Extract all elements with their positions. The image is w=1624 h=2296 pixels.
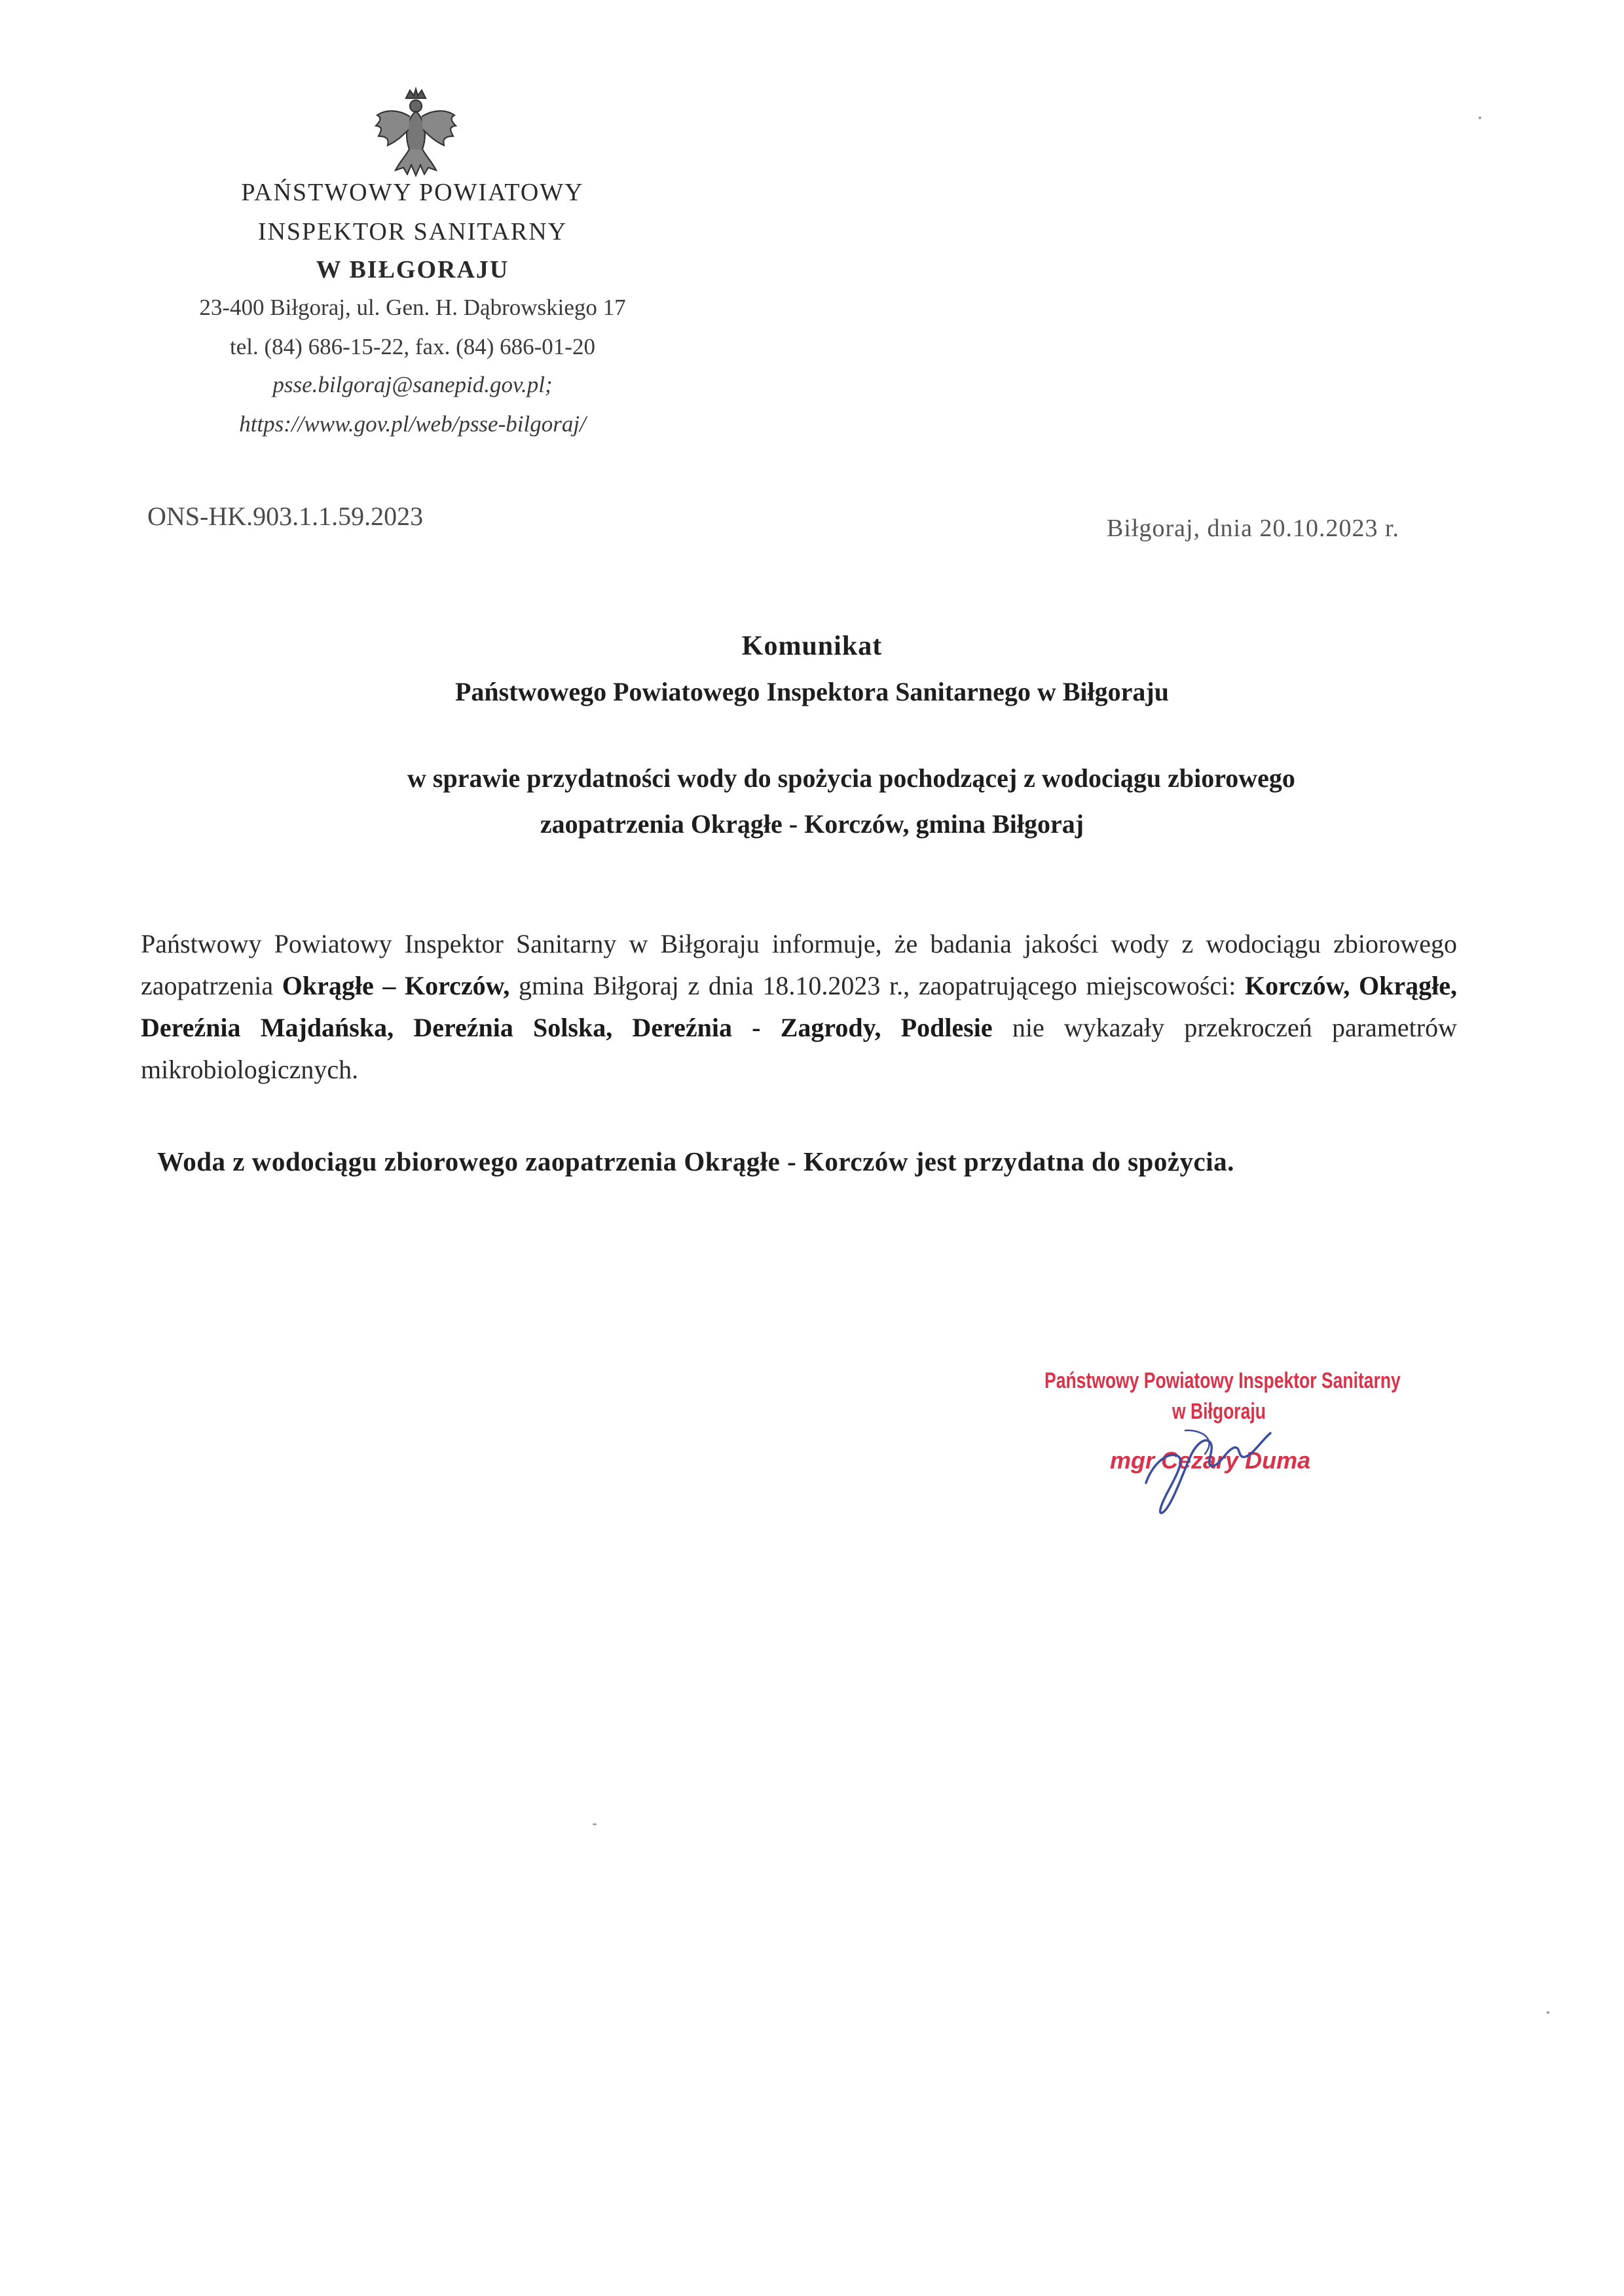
institution-name-line-2: INSPEKTOR SANITARNY xyxy=(257,218,568,246)
handwritten-signature xyxy=(1107,1391,1303,1522)
body-text-part-1: Państwowy Powiatowy Inspektor Sanitarny w Biłgoraju informuje, że badania jakości wody z wodociągu zbiorowego zaopatrzenia xyxy=(141,929,1457,1000)
scan-speck xyxy=(593,1823,597,1825)
subject-line-2: zaopatrzenia Okrągłe - Korczów, gmina Biłgoraj xyxy=(540,809,1084,839)
body-text-part-3: nie wykazały przekroczeń parametrów mikrobiologicznych. xyxy=(141,1013,1458,1084)
scan-speck xyxy=(1547,2011,1549,2014)
conclusion-statement: Woda z wodociągu zbiorowego zaopatrzenia Okrągłe - Korczów jest przydatna do spożycia. xyxy=(157,1146,1234,1176)
institution-name-line-3: W BIŁGORAJU xyxy=(316,256,509,283)
subject-line-1: w sprawie przydatności wody do spożycia pochodzącej z wodociągu zbiorowego xyxy=(407,763,1295,793)
document-title: Komunikat xyxy=(741,631,883,661)
phone-fax-line: tel. (84) 686-15-22, fax. (84) 686-01-20 xyxy=(230,334,595,359)
stamp-signatory-name: mgr Cezary Duma xyxy=(1110,1447,1311,1474)
reference-number: ONS-HK.903.1.1.59.2023 xyxy=(147,501,424,531)
place-and-date: Biłgoraj, dnia 20.10.2023 r. xyxy=(1107,515,1400,542)
stamp-title-line: Państwowy Powiatowy Inspektor Sanitarny xyxy=(1044,1368,1401,1393)
website-line: https://www.gov.pl/web/psse-bilgoraj/ xyxy=(239,411,586,437)
body-paragraph xyxy=(141,923,1457,1091)
document-subtitle: Państwowego Powiatowego Inspektora Sanitarnego w Biłgoraju xyxy=(455,677,1169,706)
stamp-location-line: w Biłgoraju xyxy=(1172,1399,1266,1424)
institution-name-line-1: PAŃSTWOWY POWIATOWY xyxy=(241,179,584,206)
address-line: 23-400 Biłgoraj, ul. Gen. H. Dąbrowskiego 17 xyxy=(199,295,626,320)
localities-list: Korczów, Okrągłe, Dereźnia Majdańska, Dereźnia Solska, Dereźnia - Zagrody, Podlesie xyxy=(141,971,1458,1042)
email-line: psse.bilgoraj@sanepid.gov.pl; xyxy=(272,372,553,397)
body-text-part-2: gmina Biłgoraj z dnia 18.10.2023 r., zaopatrującego miejscowości: xyxy=(509,971,1246,1000)
water-system-name: Okrągłe – Korczów, xyxy=(282,971,510,1000)
scan-speck xyxy=(1479,117,1481,119)
polish-eagle-emblem-icon xyxy=(373,84,458,182)
